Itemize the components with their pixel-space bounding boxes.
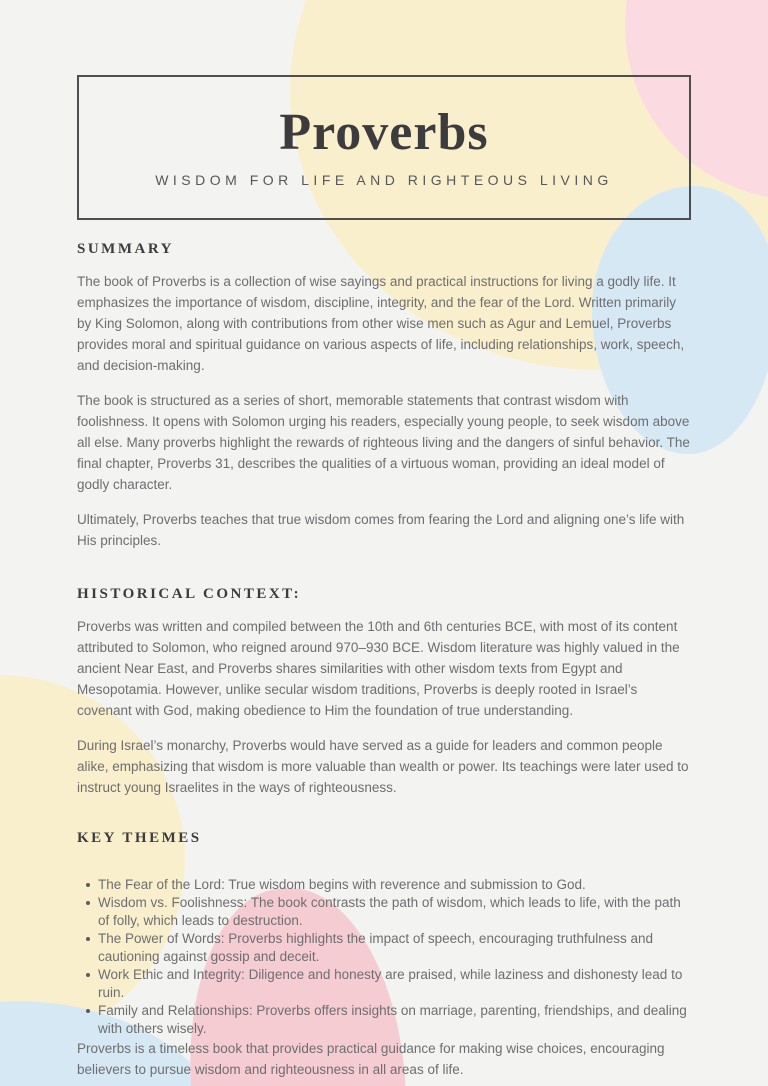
bullet-dot xyxy=(86,973,90,977)
list-item-text: The Power of Words: Proverbs highlights the impact of speech, encouraging truthfulness and cautioning against gossip and deceit. xyxy=(98,931,654,964)
list-item-text: Wisdom vs. Foolishness: The book contrasts the path of wisdom, which leads to life, with the path of folly, which leads to destruction. xyxy=(98,895,681,928)
list-item xyxy=(77,894,691,930)
historical-context-paragraph-1: Proverbs was written and compiled between the 10th and 6th centuries BCE, with most of its content attributed to Solomon, who reigned around 970–930 BCE. Wisdom literature was highly valued in the ancient Near East, and Proverbs shares similarities with other wisdom texts from Egypt and Mesopotamia. However, unlike secular wisdom traditions, Proverbs is deeply rooted in Israel’s covenant with God, making obedience to Him the foundation of true understanding. xyxy=(77,619,680,718)
list-item-text: The Fear of the Lord: True wisdom begins with reverence and submission to God. xyxy=(98,877,586,892)
list-item xyxy=(77,876,691,894)
historical-context-paragraph-2: During Israel’s monarchy, Proverbs would have served as a guide for leaders and common people alike, emphasizing that wisdom is more valuable than wealth or power. Its teachings were later used to instruct young Israelites in the ways of righteousness. xyxy=(77,738,689,795)
list-item-text: Work Ethic and Integrity: Diligence and honesty are praised, while laziness and dishonesty lead to ruin. xyxy=(98,967,683,1000)
summary-paragraph-3: Ultimately, Proverbs teaches that true wisdom comes from fearing the Lord and aligning one’s life with His principles. xyxy=(77,512,685,548)
section-heading-historical-context: HISTORICAL CONTEXT: xyxy=(77,586,302,602)
document-body xyxy=(77,239,691,1086)
title-box xyxy=(77,75,691,220)
key-themes-list xyxy=(77,876,691,1038)
list-item xyxy=(77,966,691,1002)
closing-paragraph: Proverbs is a timeless book that provides practical guidance for making wise choices, encouraging believers to pursue wisdom and righteousness in all areas of life. xyxy=(77,1041,665,1077)
section-heading-key-themes: KEY THEMES xyxy=(77,830,202,846)
list-item xyxy=(77,1002,691,1038)
bullet-dot xyxy=(86,937,90,941)
bullet-dot xyxy=(86,901,90,905)
list-item-text: Family and Relationships: Proverbs offers insights on marriage, parenting, friendships, and dealing with others wisely. xyxy=(98,1003,687,1036)
document-title: Proverbs xyxy=(279,104,489,161)
summary-paragraph-2: The book is structured as a series of short, memorable statements that contrast wisdom with foolishness. It opens with Solomon urging his readers, especially young people, to seek wisdom above all else. Many proverbs highlight the rewards of righteous living and the dangers of sinful behavior. The final chapter, Proverbs 31, describes the qualities of a virtuous woman, providing an ideal model of godly character. xyxy=(77,393,690,492)
section-heading-summary: SUMMARY xyxy=(77,241,174,257)
document-subtitle: WISDOM FOR LIFE AND RIGHTEOUS LIVING xyxy=(155,172,613,188)
bullet-dot xyxy=(86,883,90,887)
list-item xyxy=(77,930,691,966)
summary-paragraph-1: The book of Proverbs is a collection of wise sayings and practical instructions for living a godly life. It emphasizes the importance of wisdom, discipline, integrity, and the fear of the Lord. Written primarily by King Solomon, along with contributions from other wise men such as Agur and Lemuel, Proverbs provides moral and spiritual guidance on various aspects of life, including relationships, work, speech, and decision-making. xyxy=(77,274,685,373)
bullet-dot xyxy=(86,1009,90,1013)
